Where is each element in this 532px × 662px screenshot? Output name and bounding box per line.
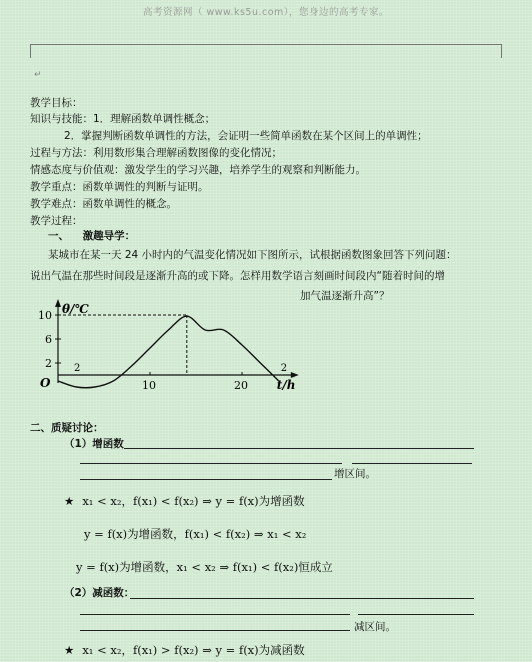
header-rule	[30, 44, 502, 45]
decreasing-function-label: （2）减函数：	[64, 587, 135, 599]
star-icon: ★	[64, 494, 75, 508]
formula: x₁ < x₂，f(x₁) > f(x₂) ⇒ y = f(x)为减函数	[82, 643, 305, 657]
teaching-key-point: 教学重点：函数单调性的判断与证明。	[30, 181, 209, 193]
increasing-property-1: y = f(x)为增函数，f(x₁) < f(x₂) ⇒ x₁ < x₂	[84, 527, 307, 541]
section1-paragraph-2: 说出气温在那些时间段是逐渐升高的或下降。怎样用数学语言刻画时间段内“随着时间的增	[30, 270, 445, 282]
blank-line	[80, 614, 350, 615]
section1-number: 一、	[48, 230, 69, 242]
paragraph-mark: ↵	[34, 70, 42, 80]
x-tick-label: 2	[74, 363, 81, 374]
y-axis-label: θ/℃	[62, 302, 89, 316]
blank-line	[80, 630, 350, 631]
blank-line	[80, 479, 332, 480]
section1-title: 激趣导学：	[82, 230, 136, 242]
y-tick-label: 6	[45, 333, 52, 346]
y-tick-label: 10	[38, 309, 52, 322]
objective-process: 过程与方法：利用数形集合理解函数图像的变化情况；	[30, 147, 282, 159]
header-corner-left	[30, 44, 31, 58]
decreasing-interval-text: 减区间。	[354, 621, 396, 633]
blank-line	[130, 598, 474, 599]
section1-heading	[48, 228, 135, 243]
star-icon: ★	[64, 643, 75, 657]
y-tick-label: 2	[45, 357, 52, 370]
objective-emotion: 情感态度与价值观：激发学生的学习兴趣，培养学生的观察和判断能力。	[30, 164, 366, 176]
objective-knowledge: 知识与技能：1．理解函数单调性概念；	[30, 113, 216, 125]
page-header: 高考资源网（ www.ks5u.com），您身边的高考专家。	[142, 7, 390, 18]
section2-title: 二、质疑讨论：	[30, 422, 104, 434]
header-corner-right	[501, 44, 502, 58]
blank-line	[124, 448, 474, 449]
increasing-property-2: y = f(x)为增函数，x₁ < x₂ ⇒ f(x₁) < f(x₂)恒成立	[76, 560, 333, 574]
x-tick-label: 10	[142, 379, 156, 392]
x-tick-label: 20	[234, 379, 248, 392]
section1-paragraph-3: 加气温逐渐升高”？	[300, 290, 390, 302]
formula: x₁ < x₂，f(x₁) < f(x₂) ⇒ y = f(x)为增函数	[82, 494, 305, 508]
section1-paragraph-1: 某城市在某一天 24 小时内的气温变化情况如下图所示，试根据函数图象回答下列问题：	[48, 249, 457, 261]
origin-label: O	[40, 376, 51, 390]
teaching-difficulty: 教学难点：函数单调性的概念。	[30, 198, 177, 210]
objective-knowledge-2: 2．掌握判断函数单调性的方法，会证明一些简单函数在某个区间上的单调性；	[64, 130, 428, 142]
curve-end-label: 2	[280, 363, 288, 374]
increasing-definition	[64, 493, 305, 509]
y-axis-arrow	[55, 299, 61, 307]
blank-line	[358, 614, 474, 615]
x-axis-label: t/h	[276, 378, 296, 392]
teaching-process-title: 教学过程：	[30, 215, 83, 227]
decreasing-definition	[64, 642, 305, 658]
blank-line	[80, 463, 342, 464]
temperature-curve	[58, 316, 279, 388]
increasing-interval-text: 增区间。	[334, 468, 376, 480]
objectives-title: 教学目标：	[30, 97, 83, 109]
blank-line	[352, 463, 472, 464]
temperature-chart	[30, 300, 296, 405]
increasing-function-label: （1）增函数	[64, 438, 124, 450]
